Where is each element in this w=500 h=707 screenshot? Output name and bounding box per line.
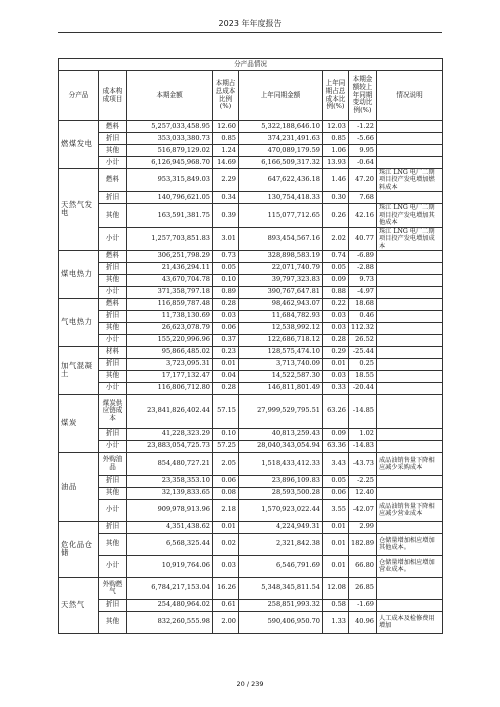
prior-amount-cell: 130,754,418.33 bbox=[239, 192, 323, 204]
change-cell: 2.99 bbox=[349, 521, 377, 533]
cost-item-cell: 其他 bbox=[99, 370, 127, 382]
table-row bbox=[59, 440, 443, 452]
change-cell: -6.89 bbox=[349, 250, 377, 262]
current-ratio-cell: 0.39 bbox=[213, 204, 239, 227]
report-header-title: 2023 年年度报告 bbox=[218, 19, 282, 28]
current-amount-cell: 5,257,033,458.95 bbox=[127, 121, 213, 133]
note-cell bbox=[377, 145, 443, 157]
cost-breakdown-table bbox=[58, 58, 443, 634]
table-row bbox=[59, 250, 443, 262]
cost-item-cell: 折旧 bbox=[99, 262, 127, 274]
note-cell bbox=[377, 310, 443, 322]
current-amount-cell: 17,177,132.47 bbox=[127, 370, 213, 382]
cost-item-cell: 燃料 bbox=[99, 169, 127, 192]
current-amount-cell: 254,480,964.02 bbox=[127, 599, 213, 611]
cost-item-cell: 小计 bbox=[99, 499, 127, 521]
product-segment-cell: 天然气 bbox=[59, 577, 99, 633]
product-segment-cell: 燃煤发电 bbox=[59, 121, 99, 169]
cost-item-cell: 折旧 bbox=[99, 192, 127, 204]
change-cell: 7.68 bbox=[349, 192, 377, 204]
prior-ratio-cell: 3.43 bbox=[323, 452, 349, 475]
prior-amount-cell: 40,813,259.43 bbox=[239, 428, 323, 440]
header-current-amount: 本期金额 bbox=[127, 71, 213, 121]
current-amount-cell: 163,591,381.75 bbox=[127, 204, 213, 227]
header-cost-item: 成本构成项目 bbox=[99, 71, 127, 121]
cost-item-cell: 小计 bbox=[99, 440, 127, 452]
product-segment-cell: 加气混凝土 bbox=[59, 346, 99, 394]
note-cell bbox=[377, 358, 443, 370]
current-ratio-cell: 0.34 bbox=[213, 192, 239, 204]
product-segment-cell: 危化品仓储 bbox=[59, 521, 99, 577]
cost-item-cell: 小计 bbox=[99, 227, 127, 250]
change-cell: 12.40 bbox=[349, 487, 377, 499]
page-number: 20 / 239 bbox=[236, 680, 264, 688]
cost-item-cell: 折旧 bbox=[99, 310, 127, 322]
prior-ratio-cell: 0.58 bbox=[323, 599, 349, 611]
prior-amount-cell: 328,898,583.19 bbox=[239, 250, 323, 262]
cost-item-cell: 折旧 bbox=[99, 428, 127, 440]
change-cell: 18.68 bbox=[349, 298, 377, 310]
change-cell: -1.22 bbox=[349, 121, 377, 133]
change-cell: 18.55 bbox=[349, 370, 377, 382]
cost-item-cell: 材料 bbox=[99, 346, 127, 358]
table-row bbox=[59, 475, 443, 487]
prior-amount-cell: 28,040,343,054.94 bbox=[239, 440, 323, 452]
table-row bbox=[59, 145, 443, 157]
note-cell bbox=[377, 121, 443, 133]
table-row bbox=[59, 262, 443, 274]
prior-ratio-cell: 0.01 bbox=[323, 358, 349, 370]
note-cell bbox=[377, 487, 443, 499]
table-row bbox=[59, 394, 443, 428]
prior-amount-cell: 115,077,712.65 bbox=[239, 204, 323, 227]
prior-ratio-cell: 0.05 bbox=[323, 475, 349, 487]
cost-item-cell: 其他 bbox=[99, 611, 127, 633]
note-cell bbox=[377, 274, 443, 286]
current-amount-cell: 909,978,913.96 bbox=[127, 499, 213, 521]
prior-ratio-cell: 0.01 bbox=[323, 521, 349, 533]
cost-item-cell: 小计 bbox=[99, 334, 127, 346]
note-cell: 仓储量增加相应增加其他成本。 bbox=[377, 533, 443, 555]
current-ratio-cell: 2.18 bbox=[213, 499, 239, 521]
change-cell: 1.02 bbox=[349, 428, 377, 440]
prior-amount-cell: 390,767,647.81 bbox=[239, 286, 323, 298]
current-ratio-cell: 0.01 bbox=[213, 521, 239, 533]
note-cell: 成品油销售量下降相应减少营业成本 bbox=[377, 499, 443, 521]
prior-amount-cell: 647,622,436.18 bbox=[239, 169, 323, 192]
current-amount-cell: 6,784,217,153.04 bbox=[127, 577, 213, 599]
table-row bbox=[59, 322, 443, 334]
note-cell bbox=[377, 286, 443, 298]
current-ratio-cell: 0.28 bbox=[213, 382, 239, 394]
prior-ratio-cell: 2.02 bbox=[323, 227, 349, 250]
prior-amount-cell: 5,322,188,646.10 bbox=[239, 121, 323, 133]
prior-amount-cell: 27,999,529,795.51 bbox=[239, 394, 323, 428]
cost-item-cell: 燃料 bbox=[99, 298, 127, 310]
current-amount-cell: 116,859,787.48 bbox=[127, 298, 213, 310]
prior-ratio-cell: 12.03 bbox=[323, 121, 349, 133]
current-amount-cell: 23,358,353.10 bbox=[127, 475, 213, 487]
change-cell: -1.69 bbox=[349, 599, 377, 611]
current-amount-cell: 4,351,438.62 bbox=[127, 521, 213, 533]
current-ratio-cell: 12.60 bbox=[213, 121, 239, 133]
change-cell: 66.80 bbox=[349, 555, 377, 577]
current-ratio-cell: 0.37 bbox=[213, 334, 239, 346]
prior-ratio-cell: 13.93 bbox=[323, 157, 349, 169]
note-cell bbox=[377, 428, 443, 440]
prior-ratio-cell: 0.03 bbox=[323, 370, 349, 382]
prior-amount-cell: 5,348,345,811.54 bbox=[239, 577, 323, 599]
prior-ratio-cell: 0.74 bbox=[323, 250, 349, 262]
cost-item-cell: 其他 bbox=[99, 322, 127, 334]
current-ratio-cell: 0.06 bbox=[213, 475, 239, 487]
note-cell: 珠江 LNG 电厂二期项目投产发电增加燃料成本 bbox=[377, 169, 443, 192]
prior-amount-cell: 146,811,801.49 bbox=[239, 382, 323, 394]
prior-ratio-cell: 1.33 bbox=[323, 611, 349, 633]
prior-amount-cell: 1,518,433,412.33 bbox=[239, 452, 323, 475]
change-cell: 47.20 bbox=[349, 169, 377, 192]
table-row bbox=[59, 133, 443, 145]
current-amount-cell: 306,251,798.29 bbox=[127, 250, 213, 262]
prior-amount-cell: 14,522,587.30 bbox=[239, 370, 323, 382]
header-note: 情况说明 bbox=[377, 71, 443, 121]
table-row bbox=[59, 227, 443, 250]
prior-amount-cell: 2,321,842.38 bbox=[239, 533, 323, 555]
prior-ratio-cell: 0.88 bbox=[323, 286, 349, 298]
current-amount-cell: 10,919,764.06 bbox=[127, 555, 213, 577]
current-amount-cell: 21,436,294.11 bbox=[127, 262, 213, 274]
cost-item-cell: 小计 bbox=[99, 555, 127, 577]
current-amount-cell: 32,139,833.65 bbox=[127, 487, 213, 499]
current-ratio-cell: 0.10 bbox=[213, 428, 239, 440]
current-ratio-cell: 0.05 bbox=[213, 262, 239, 274]
change-cell: 112.32 bbox=[349, 322, 377, 334]
current-amount-cell: 371,358,797.18 bbox=[127, 286, 213, 298]
current-ratio-cell: 16.26 bbox=[213, 577, 239, 599]
change-cell: -25.44 bbox=[349, 346, 377, 358]
change-cell: 40.77 bbox=[349, 227, 377, 250]
note-cell bbox=[377, 440, 443, 452]
change-cell: 26.52 bbox=[349, 334, 377, 346]
note-cell bbox=[377, 382, 443, 394]
header-prior-amount: 上年同期金额 bbox=[239, 71, 323, 121]
change-cell: -20.44 bbox=[349, 382, 377, 394]
table-row bbox=[59, 521, 443, 533]
current-ratio-cell: 0.85 bbox=[213, 133, 239, 145]
change-cell: 0.25 bbox=[349, 358, 377, 370]
current-ratio-cell: 14.69 bbox=[213, 157, 239, 169]
current-ratio-cell: 3.01 bbox=[213, 227, 239, 250]
cost-item-cell: 其他 bbox=[99, 487, 127, 499]
table-row bbox=[59, 298, 443, 310]
note-cell: 仓储量增加相应增加营业成本。 bbox=[377, 555, 443, 577]
current-amount-cell: 23,883,054,725.73 bbox=[127, 440, 213, 452]
current-amount-cell: 516,879,129.02 bbox=[127, 145, 213, 157]
table-row bbox=[59, 370, 443, 382]
cost-item-cell: 其他 bbox=[99, 204, 127, 227]
note-cell: 成品油销售量下降相应减少采购成本 bbox=[377, 452, 443, 475]
prior-ratio-cell: 0.06 bbox=[323, 487, 349, 499]
cost-item-cell: 折旧 bbox=[99, 358, 127, 370]
note-cell bbox=[377, 298, 443, 310]
cost-item-cell: 燃料 bbox=[99, 121, 127, 133]
note-cell bbox=[377, 370, 443, 382]
note-cell bbox=[377, 192, 443, 204]
prior-amount-cell: 128,575,474.10 bbox=[239, 346, 323, 358]
cost-item-cell: 其他 bbox=[99, 533, 127, 555]
current-amount-cell: 43,670,704.78 bbox=[127, 274, 213, 286]
change-cell: -4.97 bbox=[349, 286, 377, 298]
prior-amount-cell: 122,686,718.12 bbox=[239, 334, 323, 346]
prior-amount-cell: 470,089,179.59 bbox=[239, 145, 323, 157]
current-ratio-cell: 0.01 bbox=[213, 358, 239, 370]
prior-amount-cell: 6,166,509,317.32 bbox=[239, 157, 323, 169]
prior-amount-cell: 590,406,950.70 bbox=[239, 611, 323, 633]
prior-ratio-cell: 0.01 bbox=[323, 555, 349, 577]
product-segment-cell: 煤炭 bbox=[59, 394, 99, 452]
note-cell bbox=[377, 322, 443, 334]
current-amount-cell: 6,126,945,968.70 bbox=[127, 157, 213, 169]
note-cell bbox=[377, 599, 443, 611]
note-cell bbox=[377, 133, 443, 145]
table-row bbox=[59, 599, 443, 611]
current-ratio-cell: 0.89 bbox=[213, 286, 239, 298]
current-amount-cell: 953,315,849.03 bbox=[127, 169, 213, 192]
current-ratio-cell: 2.00 bbox=[213, 611, 239, 633]
prior-amount-cell: 374,231,491.63 bbox=[239, 133, 323, 145]
table-row bbox=[59, 452, 443, 475]
current-ratio-cell: 0.23 bbox=[213, 346, 239, 358]
header-product: 分产品 bbox=[59, 71, 99, 121]
cost-item-cell: 折旧 bbox=[99, 599, 127, 611]
product-segment-cell: 煤电热力 bbox=[59, 250, 99, 298]
prior-ratio-cell: 0.29 bbox=[323, 346, 349, 358]
change-cell: -2.25 bbox=[349, 475, 377, 487]
prior-amount-cell: 1,570,923,022.44 bbox=[239, 499, 323, 521]
current-amount-cell: 3,723,095.31 bbox=[127, 358, 213, 370]
prior-ratio-cell: 0.26 bbox=[323, 204, 349, 227]
current-ratio-cell: 0.08 bbox=[213, 487, 239, 499]
prior-ratio-cell: 0.01 bbox=[323, 533, 349, 555]
note-cell bbox=[377, 157, 443, 169]
table-row bbox=[59, 192, 443, 204]
current-ratio-cell: 0.73 bbox=[213, 250, 239, 262]
cost-item-cell: 折旧 bbox=[99, 133, 127, 145]
prior-amount-cell: 98,462,943.07 bbox=[239, 298, 323, 310]
prior-ratio-cell: 0.33 bbox=[323, 382, 349, 394]
prior-ratio-cell: 63.36 bbox=[323, 440, 349, 452]
prior-ratio-cell: 1.46 bbox=[323, 169, 349, 192]
current-amount-cell: 832,260,555.98 bbox=[127, 611, 213, 633]
change-cell: -43.73 bbox=[349, 452, 377, 475]
current-ratio-cell: 1.24 bbox=[213, 145, 239, 157]
current-amount-cell: 854,480,727.21 bbox=[127, 452, 213, 475]
prior-ratio-cell: 63.26 bbox=[323, 394, 349, 428]
header-divider bbox=[58, 32, 442, 33]
current-ratio-cell: 57.25 bbox=[213, 440, 239, 452]
product-segment-cell: 气电热力 bbox=[59, 298, 99, 346]
prior-ratio-cell: 0.03 bbox=[323, 322, 349, 334]
prior-amount-cell: 11,684,782.93 bbox=[239, 310, 323, 322]
note-cell bbox=[377, 250, 443, 262]
prior-ratio-cell: 12.08 bbox=[323, 577, 349, 599]
table-row bbox=[59, 169, 443, 192]
prior-ratio-cell: 0.22 bbox=[323, 298, 349, 310]
current-amount-cell: 155,220,996.96 bbox=[127, 334, 213, 346]
current-amount-cell: 116,806,712.80 bbox=[127, 382, 213, 394]
prior-amount-cell: 23,896,109.83 bbox=[239, 475, 323, 487]
current-ratio-cell: 57.15 bbox=[213, 394, 239, 428]
current-ratio-cell: 0.10 bbox=[213, 274, 239, 286]
table-row bbox=[59, 286, 443, 298]
change-cell: -42.07 bbox=[349, 499, 377, 521]
prior-ratio-cell: 0.30 bbox=[323, 192, 349, 204]
prior-ratio-cell: 3.55 bbox=[323, 499, 349, 521]
product-segment-cell: 油品 bbox=[59, 452, 99, 521]
current-amount-cell: 95,866,485.02 bbox=[127, 346, 213, 358]
cost-item-cell: 折旧 bbox=[99, 475, 127, 487]
current-amount-cell: 353,033,380.73 bbox=[127, 133, 213, 145]
table-row bbox=[59, 428, 443, 440]
note-cell bbox=[377, 262, 443, 274]
header-change: 本期金额较上年同期变动比例(%) bbox=[349, 71, 377, 121]
current-amount-cell: 6,568,325.44 bbox=[127, 533, 213, 555]
table-row bbox=[59, 533, 443, 555]
note-cell bbox=[377, 394, 443, 428]
prior-amount-cell: 893,454,567.16 bbox=[239, 227, 323, 250]
cost-item-cell: 折旧 bbox=[99, 521, 127, 533]
note-cell bbox=[377, 577, 443, 599]
prior-amount-cell: 4,224,949.31 bbox=[239, 521, 323, 533]
prior-ratio-cell: 0.03 bbox=[323, 310, 349, 322]
change-cell: 9.95 bbox=[349, 145, 377, 157]
header-prior-ratio: 上年同期占总成本比例(%) bbox=[323, 71, 349, 121]
cost-item-cell: 其他 bbox=[99, 145, 127, 157]
prior-amount-cell: 258,851,993.32 bbox=[239, 599, 323, 611]
current-ratio-cell: 0.28 bbox=[213, 298, 239, 310]
current-ratio-cell: 0.06 bbox=[213, 322, 239, 334]
table-row bbox=[59, 499, 443, 521]
current-ratio-cell: 0.04 bbox=[213, 370, 239, 382]
table-row bbox=[59, 310, 443, 322]
table-body bbox=[59, 121, 443, 634]
change-cell: -2.88 bbox=[349, 262, 377, 274]
change-cell: 26.85 bbox=[349, 577, 377, 599]
current-amount-cell: 140,796,621.05 bbox=[127, 192, 213, 204]
change-cell: 40.96 bbox=[349, 611, 377, 633]
current-ratio-cell: 2.05 bbox=[213, 452, 239, 475]
table-row bbox=[59, 358, 443, 370]
table-row bbox=[59, 121, 443, 133]
current-amount-cell: 1,257,703,851.83 bbox=[127, 227, 213, 250]
cost-item-cell: 燃料 bbox=[99, 250, 127, 262]
note-cell bbox=[377, 346, 443, 358]
table-row bbox=[59, 334, 443, 346]
change-cell: 182.89 bbox=[349, 533, 377, 555]
cost-item-cell: 煤炭供应链成本 bbox=[99, 394, 127, 428]
change-cell: -5.66 bbox=[349, 133, 377, 145]
current-ratio-cell: 0.03 bbox=[213, 310, 239, 322]
current-ratio-cell: 0.03 bbox=[213, 555, 239, 577]
note-cell: 人工成本及检修费用增加 bbox=[377, 611, 443, 633]
table-caption: 分产品情况 bbox=[59, 59, 443, 71]
cost-item-cell: 其他 bbox=[99, 274, 127, 286]
prior-amount-cell: 12,538,992.12 bbox=[239, 322, 323, 334]
current-amount-cell: 11,738,130.69 bbox=[127, 310, 213, 322]
product-segment-cell: 天然气发电 bbox=[59, 169, 99, 251]
prior-ratio-cell: 0.28 bbox=[323, 334, 349, 346]
current-ratio-cell: 2.29 bbox=[213, 169, 239, 192]
prior-ratio-cell: 0.09 bbox=[323, 428, 349, 440]
change-cell: -14.85 bbox=[349, 394, 377, 428]
note-cell: 珠江 LNG 电厂二期项目投产发电增加其他成本 bbox=[377, 204, 443, 227]
cost-item-cell: 小计 bbox=[99, 382, 127, 394]
note-cell bbox=[377, 521, 443, 533]
prior-ratio-cell: 0.09 bbox=[323, 274, 349, 286]
change-cell: 9.73 bbox=[349, 274, 377, 286]
current-ratio-cell: 0.02 bbox=[213, 533, 239, 555]
prior-amount-cell: 3,713,740.09 bbox=[239, 358, 323, 370]
table-row bbox=[59, 382, 443, 394]
cost-item-cell: 外购油品 bbox=[99, 452, 127, 475]
table-row bbox=[59, 611, 443, 633]
table-row bbox=[59, 346, 443, 358]
change-cell: -0.64 bbox=[349, 157, 377, 169]
cost-item-cell: 小计 bbox=[99, 157, 127, 169]
current-amount-cell: 26,623,078.79 bbox=[127, 322, 213, 334]
table-row bbox=[59, 555, 443, 577]
prior-amount-cell: 22,071,740.79 bbox=[239, 262, 323, 274]
header-current-ratio: 本期占总成本比例(%) bbox=[213, 71, 239, 121]
prior-ratio-cell: 0.85 bbox=[323, 133, 349, 145]
cost-item-cell: 外购燃气 bbox=[99, 577, 127, 599]
change-cell: -14.83 bbox=[349, 440, 377, 452]
current-amount-cell: 41,228,323.29 bbox=[127, 428, 213, 440]
table-row bbox=[59, 204, 443, 227]
table-row bbox=[59, 274, 443, 286]
change-cell: 42.16 bbox=[349, 204, 377, 227]
prior-ratio-cell: 1.06 bbox=[323, 145, 349, 157]
table-row bbox=[59, 157, 443, 169]
table-row bbox=[59, 577, 443, 599]
prior-amount-cell: 28,593,500.28 bbox=[239, 487, 323, 499]
change-cell: 0.46 bbox=[349, 310, 377, 322]
cost-item-cell: 小计 bbox=[99, 286, 127, 298]
prior-amount-cell: 39,797,323.83 bbox=[239, 274, 323, 286]
note-cell: 珠江 LNG 电厂二期项目投产发电增加成本 bbox=[377, 227, 443, 250]
current-ratio-cell: 0.61 bbox=[213, 599, 239, 611]
table-row bbox=[59, 487, 443, 499]
note-cell bbox=[377, 475, 443, 487]
note-cell bbox=[377, 334, 443, 346]
prior-amount-cell: 6,546,791.69 bbox=[239, 555, 323, 577]
current-amount-cell: 23,841,826,402.44 bbox=[127, 394, 213, 428]
prior-ratio-cell: 0.05 bbox=[323, 262, 349, 274]
